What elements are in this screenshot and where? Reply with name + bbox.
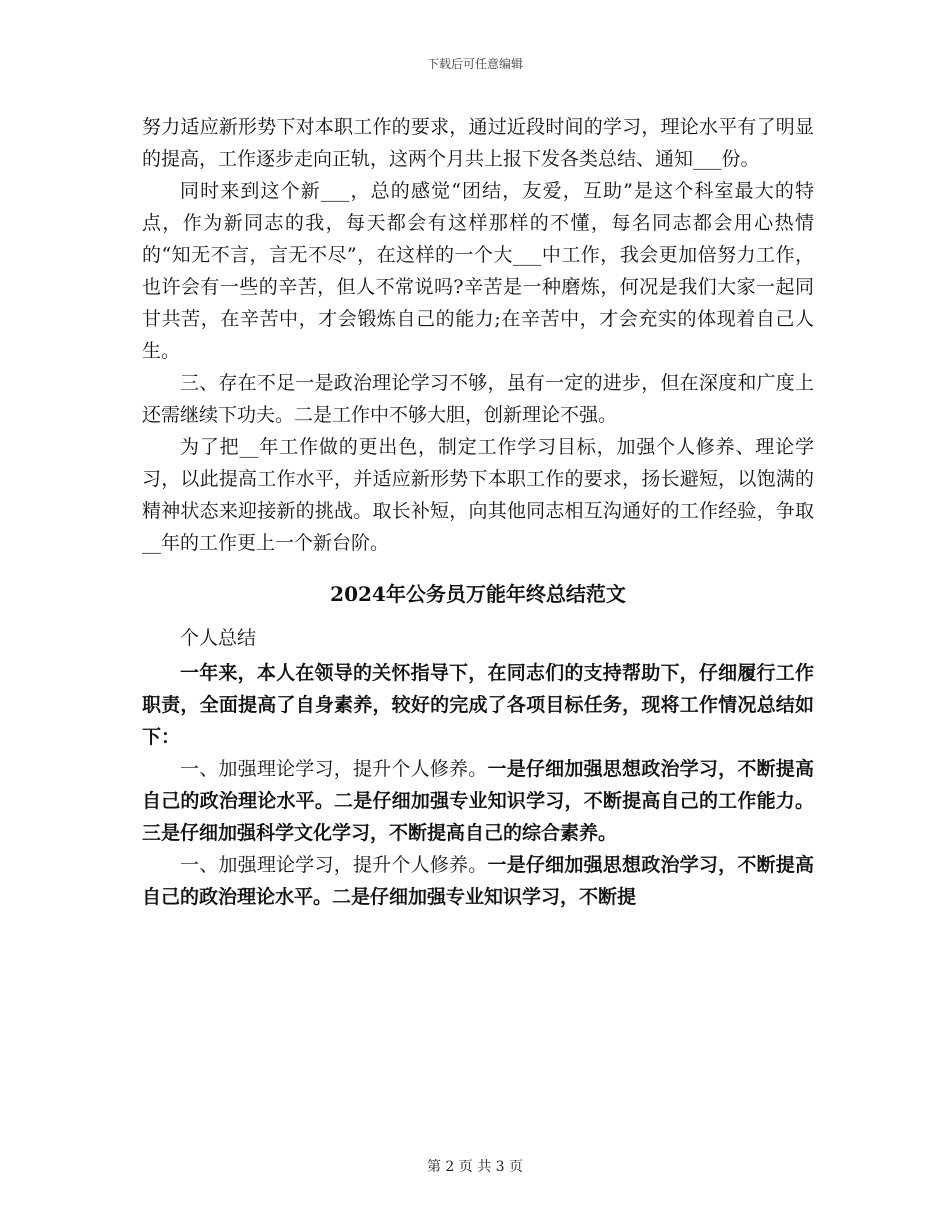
section-item-1: [142, 753, 814, 849]
section-item-2: [142, 849, 814, 913]
paragraph-goals: 为了把__年工作做的更出色，制定工作学习目标，加强个人修养、理论学习，以此提高工作水平，并适应新形势下本职工作的要求，扬长避短，以饱满的精神状态来迎接新的挑战。取长补短，向其他同志相互沟通好的工作经验，争取__年的工作更上一个新台阶。: [142, 436, 814, 554]
document-body: [142, 111, 814, 913]
section-intro: 一年来，本人在领导的关怀指导下，在同志们的支持帮助下，仔细履行工作职责，全面提高了自身素养，较好的完成了各项目标任务，现将工作情况总结如下：: [142, 662, 814, 748]
item-2-body: 一是仔细加强思想政治学习，不断提高自己的政治理论水平。二是仔细加强专业知识学习，不断提: [142, 854, 814, 908]
page-header: 下载后可任意编辑: [426, 57, 523, 71]
section-label: 个人总结: [180, 627, 257, 649]
page-footer: 第 2 页 共 3 页: [426, 1159, 524, 1175]
section-title: 2024年公务员万能年终总结范文: [330, 582, 626, 606]
paragraph-work-adaptation: 努力适应新形势下对本职工作的要求，通过近段时间的学习，理论水平有了明显的提高，工作逐步走向正轨，这两个月共上报下发各类总结、通知___份。: [142, 116, 814, 170]
paragraph-team-spirit: 同时来到这个新___，总的感觉“团结，友爱，互助”是这个科室最大的特点，作为新同志的我，每天都会有这样那样的不懂，每名同志都会用心热情的“知无不言，言无不尽”，在这样的一个大___中工作，我会更加倍努力工作，也许会有一些的辛苦，但人不常说吗?辛苦是一种磨炼，何况是我们大家一起同甘共苦，在辛苦中，才会锻炼自己的能力;在辛苦中，才会充实的体现着自己人生。: [142, 180, 814, 362]
item-1-lead: 一、加强理论学习，提升个人修养。: [180, 758, 488, 780]
paragraph-shortcomings: 三、存在不足一是政治理论学习不够，虽有一定的进步，但在深度和广度上还需继续下功夫。二是工作中不够大胆，创新理论不强。: [142, 372, 814, 426]
item-2-lead: 一、加强理论学习，提升个人修养。: [180, 854, 488, 876]
item-1-body: 一是仔细加强思想政治学习，不断提高自己的政治理论水平。二是仔细加强专业知识学习，不断提高自己的工作能力。三是仔细加强科学文化学习，不断提高自己的综合素养。: [142, 758, 814, 844]
